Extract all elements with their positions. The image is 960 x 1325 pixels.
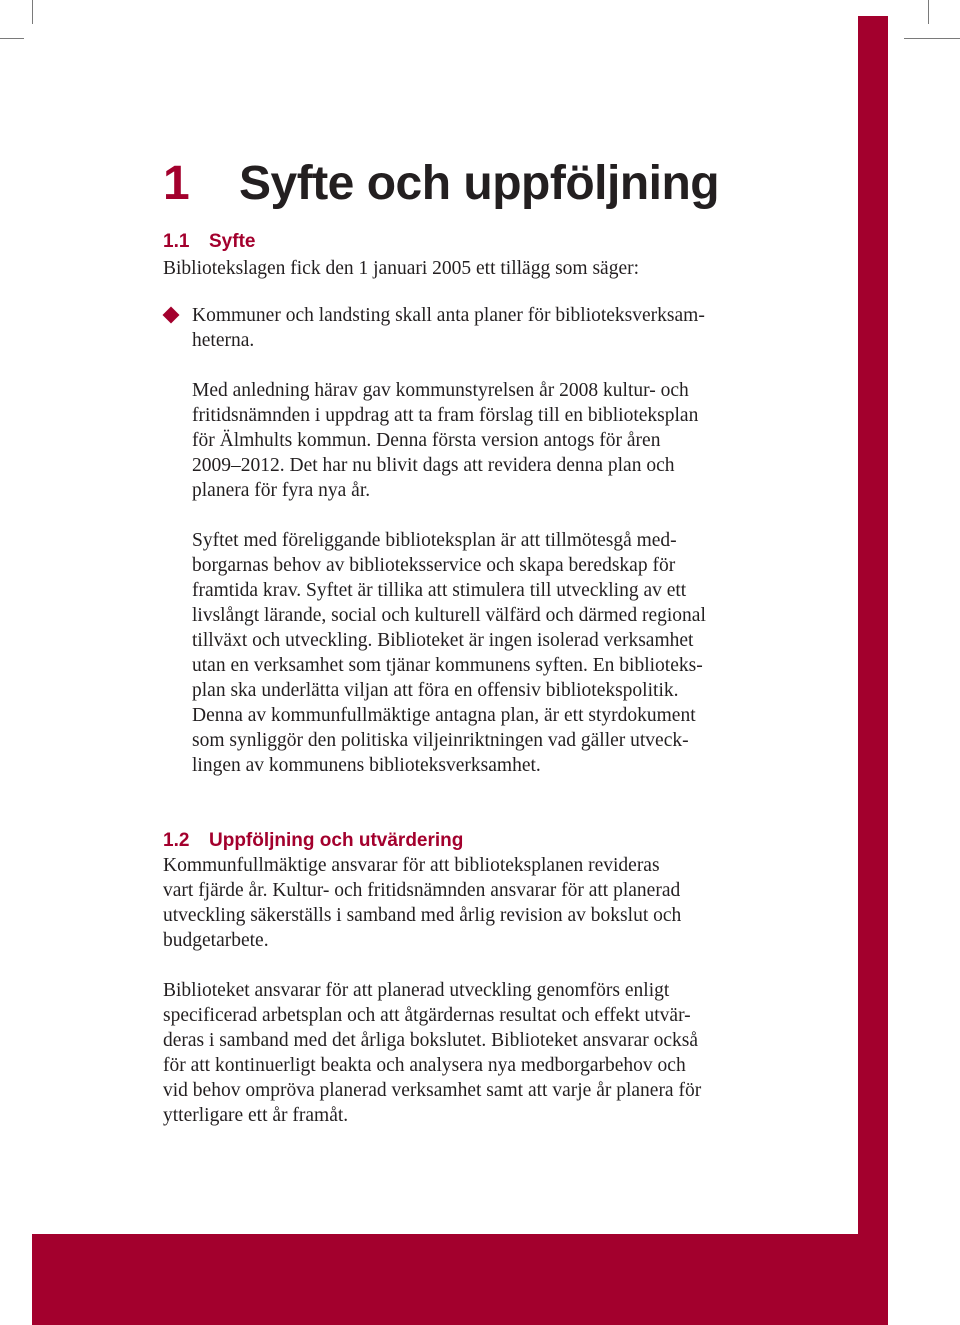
bullet-text: Kommuner och landsting skall anta planer för biblioteksverksam- heterna. <box>192 305 705 351</box>
paragraph-revision: Kommunfullmäktige ansvarar för att biblioteksplanen revideras vart fjärde år. Kultur- och fritidsnämnden ansvarar för att planerad utveckling säkerställs i samband med årlig revision av bokslut och budgetarbete. <box>163 855 682 951</box>
section-heading-uppfoljning <box>163 828 463 853</box>
section-intro: Bibliotekslagen fick den 1 januari 2005 ett tillägg som säger: <box>163 258 640 279</box>
crop-mark <box>928 0 929 24</box>
section-title: Uppföljning och utvärdering <box>209 830 464 851</box>
accent-bottom-bar <box>32 1234 888 1325</box>
chapter-heading <box>163 152 719 216</box>
section-heading-syfte <box>163 229 255 254</box>
accent-side-bar <box>858 16 888 1234</box>
section-title: Syfte <box>209 231 256 252</box>
diamond-bullet-icon <box>163 307 180 324</box>
crop-mark <box>32 0 33 24</box>
section-number: 1.1 <box>163 231 190 252</box>
section-number: 1.2 <box>163 830 190 851</box>
crop-mark <box>904 38 960 39</box>
paragraph-responsibility: Biblioteket ansvarar för att planerad utveckling genomförs enligt specificerad arbetsplan och att åtgärdernas resultat och effekt utvär- deras i samband med det årliga bokslutet. Biblioteket ansvarar också för att kontinuerligt beakta och analysera nya medborgarbehov och vid behov ompröva planerad verksamhet samt att varje år planera för ytterligare ett år framåt. <box>163 980 702 1126</box>
paragraph-purpose: Syftet med föreliggande biblioteksplan är att tillmötesgå med- borgarnas behov av biblioteksservice och skapa beredskap för framtida krav. Syftet är tillika att stimulera till utveckling av ett livslångt lärande, social och kulturell välfärd och därmed regional tillväxt och utveckling. Biblioteket är ingen isolerad verksamhet utan en verksamhet som tjänar kommunens syften. En biblioteks- plan ska underlätta viljan att föra en offensiv bibliotekspolitik. Denna av kommunfullmäktige antagna plan, är ett styrdokument som synliggör den politiska viljeinriktningen vad gäller utveck- lingen av kommunens biblioteksverksamhet. <box>192 530 706 776</box>
chapter-title: Syfte och uppföljning <box>239 157 720 210</box>
paragraph-history: Med anledning härav gav kommunstyrelsen år 2008 kultur- och fritidsnämnden i uppdrag att ta fram förslag till en biblioteksplan för Älmhults kommun. Denna första version antogs för åren 2009–2012. Det har nu blivit dags att revidera denna plan och planera för fyra nya år. <box>192 380 699 501</box>
crop-mark <box>0 38 24 39</box>
chapter-number: 1 <box>163 157 190 210</box>
